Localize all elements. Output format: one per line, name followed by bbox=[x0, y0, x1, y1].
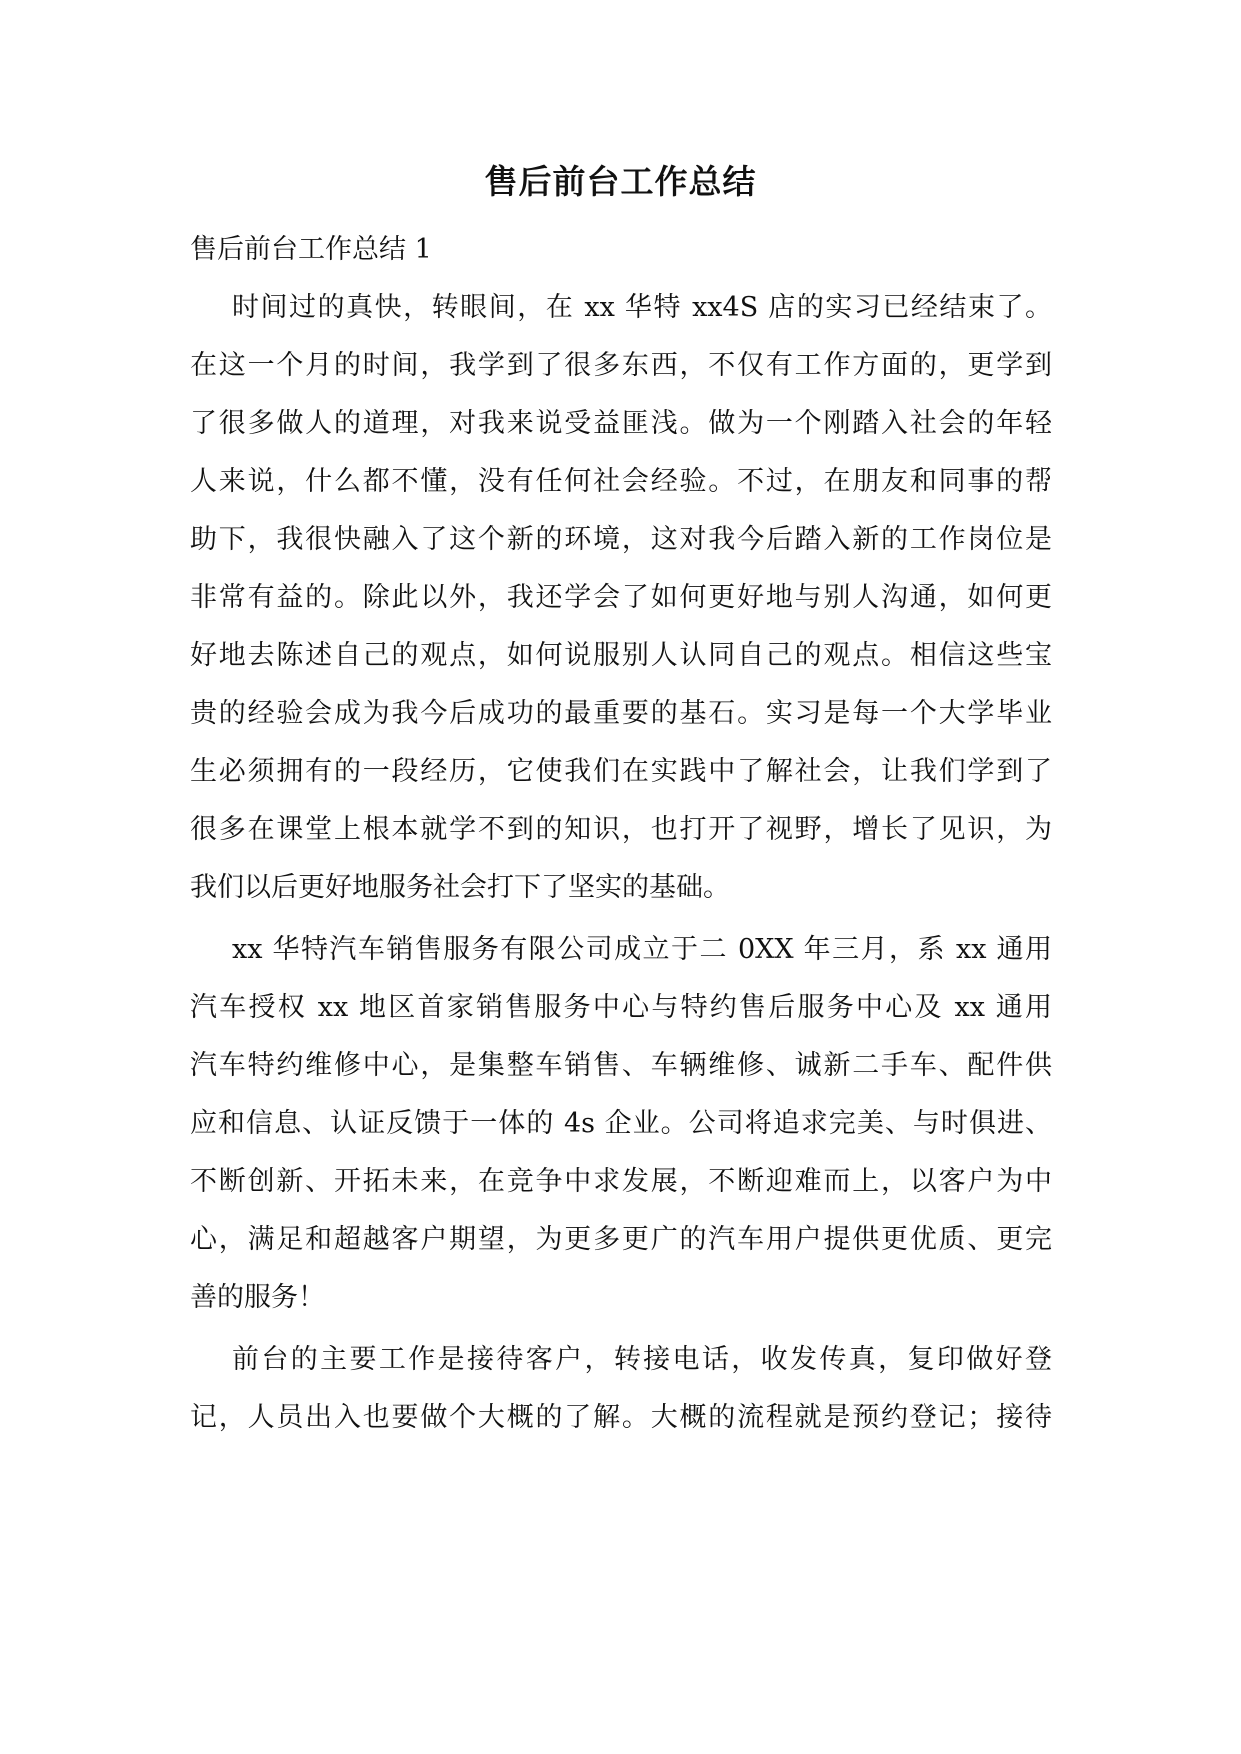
paragraph-line: 了很多做人的道理，对我来说受益匪浅。做为一个刚踏入社会的年轻 bbox=[190, 408, 1052, 439]
paragraph-line: 生必须拥有的一段经历，它使我们在实践中了解社会，让我们学到了 bbox=[190, 756, 1052, 787]
paragraph-line: 善的服务！ bbox=[190, 1282, 325, 1313]
document-title: 售后前台工作总结 bbox=[484, 162, 757, 201]
paragraph-line: 前台的主要工作是接待客户，转接电话，收发传真，复印做好登 bbox=[232, 1344, 1052, 1375]
paragraph-line: 人来说，什么都不懂，没有任何社会经验。不过，在朋友和同事的帮 bbox=[190, 466, 1052, 497]
paragraph-line: 很多在课堂上根本就学不到的知识，也打开了视野，增长了见识，为 bbox=[190, 814, 1052, 845]
paragraph-line: xx 华特汽车销售服务有限公司成立于二 0XX 年三月，系 xx 通用 bbox=[232, 934, 1052, 965]
paragraph-line: 应和信息、认证反馈于一体的 4s 企业。公司将追求完美、与时俱进、 bbox=[190, 1108, 1052, 1139]
paragraph-line: 心，满足和超越客户期望，为更多更广的汽车用户提供更优质、更完 bbox=[190, 1224, 1052, 1255]
paragraph-line: 我们以后更好地服务社会打下了坚实的基础。 bbox=[190, 872, 730, 903]
paragraph-line: 在这一个月的时间，我学到了很多东西，不仅有工作方面的，更学到 bbox=[190, 350, 1052, 381]
section-heading: 售后前台工作总结 1 bbox=[190, 234, 432, 265]
paragraph-line: 助下，我很快融入了这个新的环境，这对我今后踏入新的工作岗位是 bbox=[190, 524, 1052, 555]
paragraph-line: 贵的经验会成为我今后成功的最重要的基石。实习是每一个大学毕业 bbox=[190, 698, 1052, 729]
paragraph-line: 好地去陈述自己的观点，如何说服别人认同自己的观点。相信这些宝 bbox=[190, 640, 1052, 671]
paragraph-line: 时间过的真快，转眼间，在 xx 华特 xx4S 店的实习已经结束了。 bbox=[232, 292, 1052, 323]
paragraph-line: 不断创新、开拓未来，在竞争中求发展，不断迎难而上，以客户为中 bbox=[190, 1166, 1052, 1197]
paragraph-line: 汽车特约维修中心，是集整车销售、车辆维修、诚新二手车、配件供 bbox=[190, 1050, 1052, 1081]
paragraph-line: 非常有益的。除此以外，我还学会了如何更好地与别人沟通，如何更 bbox=[190, 582, 1052, 613]
paragraph-line: 记，人员出入也要做个大概的了解。大概的流程就是预约登记；接待 bbox=[190, 1402, 1052, 1433]
paragraph-line: 汽车授权 xx 地区首家销售服务中心与特约售后服务中心及 xx 通用 bbox=[190, 992, 1052, 1023]
